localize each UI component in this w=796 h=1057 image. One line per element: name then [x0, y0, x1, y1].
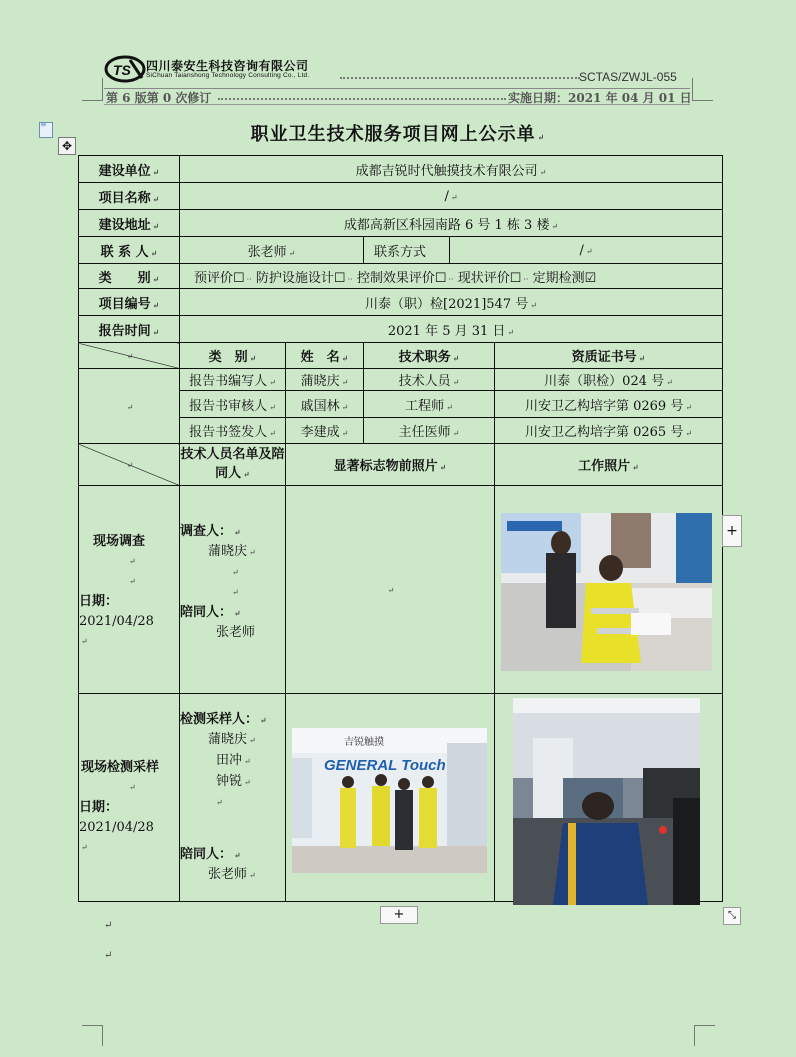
- name-value: /: [444, 188, 449, 204]
- staff-cert-cell: 川安卫乙构培字第 0269 号 ↵: [495, 391, 723, 418]
- photo-header-sign: 显著标志物前照片 ↵: [286, 444, 495, 486]
- code-label-cell: 项目编号 ↵: [79, 289, 180, 316]
- diagonal-header-cell: ↵: [79, 343, 180, 369]
- checkbox-icon[interactable]: ☐: [434, 270, 447, 286]
- staff-role: 报告书编写人: [189, 374, 268, 389]
- staff-title-cell: 主任医师 ↵: [364, 418, 495, 444]
- staff-role-cell: 报告书编写人 ↵: [180, 369, 286, 391]
- document-code: SCTAS/ZWJL-055: [579, 70, 677, 84]
- sampling-label-cell: 现场检测采样 ↵ 日期： 2021/04/28 ↵: [79, 694, 180, 902]
- header-rule-2: [104, 104, 690, 105]
- type-option-periodic-inspection[interactable]: [533, 271, 597, 286]
- crop-mark: [694, 1025, 715, 1046]
- sampling-label: 现场检测采样: [81, 760, 160, 775]
- staff-header-role-text: 类 别: [208, 350, 248, 365]
- name-value-cell[interactable]: / ↵: [180, 183, 723, 210]
- investigator-label-text: 调查人：: [180, 524, 233, 539]
- staff-cert-cell: 川安卫乙构培字第 0265 号 ↵: [495, 418, 723, 444]
- staff-title: 工程师: [405, 398, 445, 414]
- add-row-button[interactable]: +: [380, 906, 418, 924]
- time-label-cell: 报告时间 ↵: [79, 316, 180, 343]
- staff-header-name: 姓 名 ↵: [286, 343, 364, 369]
- staff-cert: 川安卫乙构培字第 0269 号: [524, 398, 684, 414]
- photo-header-sign-text: 显著标志物前照片: [333, 459, 438, 474]
- code-value-cell[interactable]: 川泰（职）检[2021]547 号 ↵: [180, 289, 723, 316]
- unit-label-cell: 建设单位 ↵: [79, 156, 180, 183]
- name-label-cell: 项目名称 ↵: [79, 183, 180, 210]
- survey-label-cell: 现场调查 ↵ ↵ 日期： 2021/04/28 ↵: [79, 486, 180, 694]
- checkbox-icon[interactable]: ☐: [233, 270, 245, 286]
- crop-mark: [82, 78, 103, 101]
- type-options-cell: 预评价☐ ·· 防护设施设计☐ ·· 控制效果评价☐ ·· 现状评价☐ ·· 定期检测☑: [180, 264, 723, 289]
- type-option-control-effect[interactable]: [357, 271, 447, 286]
- company-logo: [104, 54, 146, 84]
- type-option-protection-design[interactable]: [256, 271, 346, 286]
- time-value: 2021 年 5 月 31 日: [387, 323, 506, 339]
- type-option-status-evaluation[interactable]: [458, 271, 522, 286]
- sampling-companion-label-text: 陪同人：: [180, 847, 233, 862]
- survey-staff-cell: 调查人： ↵ 蒲晓庆 ↵ ↵ ↵ 陪同人： ↵ 张老师: [180, 486, 286, 694]
- staff-header-title: 技术职务 ↵: [364, 343, 495, 369]
- table-row: [79, 369, 723, 391]
- company-name-cn: 四川泰安生科技咨询有限公司: [146, 59, 309, 73]
- type-option-label: 防护设施设计: [255, 270, 334, 286]
- address-label: 建设地址: [98, 217, 151, 233]
- photo-header-work: 工作照片 ↵: [495, 444, 723, 486]
- table-move-handle-icon[interactable]: ✥: [58, 137, 76, 155]
- sampler-label: 检测采样人： ↵: [180, 712, 267, 727]
- sampler-name: 蒲晓庆 ↵: [208, 732, 256, 747]
- sampling-companion-label: 陪同人： ↵: [180, 847, 241, 862]
- staff-title-cell: 技术人员 ↵: [364, 369, 495, 391]
- staff-cert-cell: 川泰（职检）024 号 ↵: [495, 369, 723, 391]
- checkbox-icon[interactable]: ☐: [333, 270, 346, 286]
- sampler-label-text: 检测采样人：: [180, 712, 259, 727]
- staff-cert: 川泰（职检）024 号: [544, 374, 665, 389]
- survey-sign-photo-cell: ↵: [286, 486, 495, 694]
- photo-header-staff: 技术人员名单及陪同人 ↵: [180, 444, 286, 486]
- staff-name: 蒲晓庆: [300, 374, 340, 389]
- staff-title: 技术人员: [398, 374, 451, 389]
- type-option-label: 控制效果评价: [356, 270, 435, 286]
- staff-name-cell: 李建成 ↵: [286, 418, 364, 444]
- sampling-companion-name: 张老师 ↵: [208, 867, 256, 882]
- contact-method-value: /: [579, 242, 584, 258]
- sampling-work-photo: [513, 698, 700, 905]
- staff-name-cell: 蒲晓庆 ↵: [286, 369, 364, 391]
- sampler-name: 钟锐 ↵: [216, 774, 251, 789]
- survey-label: 现场调查: [93, 534, 146, 549]
- sampler-name: 田冲 ↵: [216, 753, 251, 768]
- investigator-name: 蒲晓庆 ↵: [208, 544, 256, 559]
- sign-text-en: GENERAL Touch: [324, 757, 446, 774]
- sampling-staff-cell: 检测采样人： ↵ 蒲晓庆 ↵ 田冲 ↵ 钟锐 ↵ ↵ 陪同人： ↵ 张老师 ↵: [180, 694, 286, 902]
- staff-header-name-text: 姓 名: [300, 350, 340, 365]
- header-dotted-line-2: [218, 98, 506, 100]
- crop-mark: [82, 1025, 103, 1046]
- staff-role-cell: 报告书审核人 ↵: [180, 391, 286, 418]
- address-label-cell: 建设地址 ↵: [79, 210, 180, 237]
- type-option-pre-evaluation[interactable]: [194, 271, 245, 286]
- type-option-label: 现状评价: [457, 270, 510, 286]
- staff-header-role: 类 别 ↵: [180, 343, 286, 369]
- staff-header-cert-text: 资质证书号: [571, 350, 637, 365]
- type-option-label: 预评价: [194, 270, 234, 286]
- survey-companion-label-text: 陪同人：: [180, 605, 233, 620]
- type-label: 类 别: [98, 270, 151, 286]
- contact-label-cell: 联 系 人 ↵: [79, 237, 180, 264]
- title-text: 职业卫生技术服务项目网上公示单: [250, 124, 536, 145]
- sign-text-cn: 吉锐触摸: [344, 737, 384, 748]
- sign-photo: [292, 728, 487, 873]
- sampling-companion-name-text: 张老师: [208, 867, 248, 882]
- contact-method-label-cell: [364, 237, 450, 264]
- unit-value: 成都吉锐时代触摸技术有限公司: [355, 163, 538, 179]
- page-layout-icon[interactable]: ≡: [39, 122, 53, 138]
- address-value: 成都高新区科园南路 6 号 1 栋 3 楼: [343, 217, 550, 233]
- type-label-cell: 类 别 ↵: [79, 264, 180, 289]
- staff-role-cell: 报告书签发人 ↵: [180, 418, 286, 444]
- code-label: 项目编号: [98, 296, 151, 312]
- version-text: 第 6 版第 0 次修订: [106, 91, 212, 105]
- staff-role: 报告书签发人: [189, 425, 268, 440]
- type-option-label: 定期检测: [532, 270, 585, 286]
- paragraph-mark: ↵: [104, 950, 113, 961]
- checkbox-icon[interactable]: ☐: [509, 270, 522, 286]
- unit-value-cell[interactable]: 成都吉锐时代触摸技术有限公司 ↵: [180, 156, 723, 183]
- staff-title-cell: 工程师 ↵: [364, 391, 495, 418]
- time-label: 报告时间: [98, 323, 151, 339]
- svg-text:TS: TS: [113, 62, 131, 78]
- crop-mark: [692, 78, 713, 101]
- checked-checkbox-icon[interactable]: ☑: [584, 270, 597, 286]
- staff-header-cert: 资质证书号 ↵: [495, 343, 723, 369]
- name-label: 项目名称: [98, 190, 151, 206]
- sampler-name-text: 钟锐: [216, 774, 243, 789]
- staff-name: 戚国林: [300, 398, 340, 414]
- add-column-button[interactable]: +: [722, 515, 742, 547]
- page-title: 职业卫生技术服务项目网上公示单 ↵: [250, 124, 546, 145]
- survey-work-photo: [501, 513, 712, 671]
- survey-companion-label: 陪同人： ↵: [180, 605, 241, 620]
- investigator-name-text: 蒲晓庆: [208, 544, 248, 559]
- staff-name: 李建成: [300, 425, 340, 440]
- sampling-date: 2021/04/28: [79, 820, 154, 835]
- unit-label: 建设单位: [98, 163, 151, 179]
- staff-name-cell: 戚国林 ↵: [286, 391, 364, 418]
- investigator-label: 调查人： ↵: [180, 524, 241, 539]
- sampler-name-text: 田冲: [216, 753, 243, 768]
- survey-date: 2021/04/28: [79, 614, 154, 629]
- survey-companion-name: 张老师: [216, 625, 256, 640]
- photo-header-work-text: 工作照片: [578, 459, 631, 474]
- staff-role: 报告书审核人: [189, 398, 268, 414]
- contact-value: 张老师: [247, 244, 287, 260]
- staff-header-title-text: 技术职务: [398, 350, 451, 365]
- contact-label: 联 系 人: [100, 244, 149, 260]
- diagonal-header-cell-2: ↵: [79, 444, 180, 486]
- paragraph-mark: ↵: [104, 920, 113, 931]
- contact-method-label: 联系方式: [374, 244, 427, 260]
- company-name-en: SiChuan Taianshong Technology Consulting Co., Ltd.: [146, 72, 310, 79]
- photo-header-staff-text: 技术人员名单及陪同人: [180, 447, 285, 481]
- code-value: 川泰（职）检[2021]547 号: [365, 296, 529, 312]
- staff-cert: 川安卫乙构培字第 0265 号: [524, 425, 684, 440]
- header-dotted-line: [340, 77, 580, 79]
- sampling-date-label: 日期：: [79, 800, 119, 815]
- contact-method-value-cell[interactable]: / ↵: [450, 237, 723, 264]
- survey-date-label: 日期：: [79, 594, 119, 609]
- sampler-name-text: 蒲晓庆: [208, 732, 248, 747]
- implementation-date: 实施日期：2021 年 04 月 01 日: [508, 91, 692, 105]
- table-resize-handle-icon[interactable]: ⤡: [723, 907, 741, 925]
- address-value-cell[interactable]: 成都高新区科园南路 6 号 1 栋 3 楼 ↵: [180, 210, 723, 237]
- time-value-cell[interactable]: 2021 年 5 月 31 日 ↵: [180, 316, 723, 343]
- staff-title: 主任医师: [398, 425, 451, 440]
- contact-value-cell[interactable]: 张老师 ↵: [180, 237, 364, 264]
- staff-blank-cell: ↵: [79, 369, 180, 444]
